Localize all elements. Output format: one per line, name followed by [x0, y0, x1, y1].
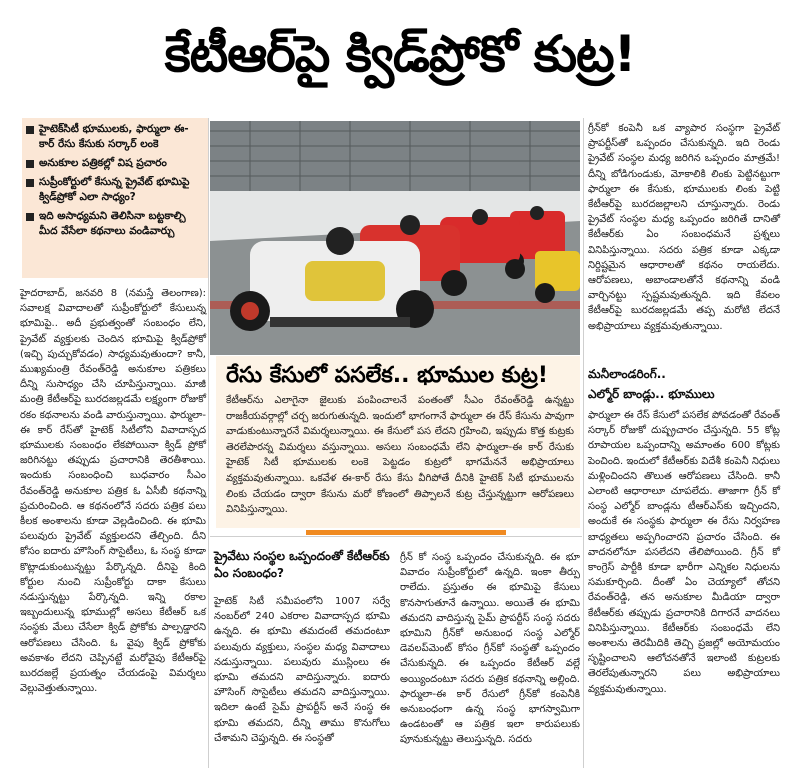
- section-heading: ఎల్మోర్‌ బాండ్లు.. భూములు: [588, 387, 715, 401]
- accent-bar: [306, 530, 506, 535]
- square-bullet-icon: [26, 126, 34, 134]
- article-column-3: గ్రీన్‌ కో సంస్థ ఒప్పందం చేసుకున్నది. ఈ భూ వివాదం సుప్రీంకోర్టులో ఉన్నది. ఇంకా తీర్పు రాలేదు. ప్రస్తుతం ఈ భూమిపై కేసులు కొనసాగుతూనే ఉన్నాయి. అయితే ఈ భూమి తమదని వాదిస్తున్న సైమ్‌ ప్రాపర్టీస్‌ సంస్థ సదరు భూమిని గ్రీన్‌కో అనుబంధ సంస్థ ఎల్మోర్‌ డెవలప్‌మెంట్‌ కోసం గ్రీన్‌కో సంస్థతో ఒప్పందం చేసుకున్నది. ఈ ఒప్పందం కేటీఆర్‌ వల్లే అయ్యిందంటూ సదరు పత్రిక కథనాన్ని అల్లింది. ఫార్ములా-ఈ కార్‌ రేసులో గ్రీన్‌కో కంపెనీకి అనుబంధంగా ఉన్న సంస్థ భాగస్వామిగా ఉండటంతో ఆ పత్రిక ఇలా కారుపలుకు పూనుకున్నట్టు తెలుస్తున్నది. సదరు: [400, 552, 580, 746]
- highlight-text: సుప్రీంకోర్టులో కేసున్న ప్రైవేట్‌ భూమిపై క్విడ్‌ప్రోకో ఎలా సాధ్యం?: [39, 176, 190, 203]
- subhead-text: కేటీఆర్‌ను ఎలాగైనా జైలుకు పంపించాలనే పంతంతో సీఎం రేవంత్‌రెడ్డి ఉన్నట్టు రాజకీయవర్గాల్లో చర్చ జరుగుతున్నది. ఇందులో భాగంగానే ఫార్ములా ఈ రేస్‌ కేసును పావుగా వాడుకుంటున్నారనే విమర్శలున్నాయి. ఈ కేసులో పస లేదని గ్రహించి, ఇప్పుడు కొత్త కుట్రకు తెరలేపారన్న విమర్శలు వస్తున్నాయి. అసలు సంబంధమే లేని ఫార్ములా-ఈ కార్‌ రేసుకు హైటెక్‌ సిటీ భూములకు లంకె పెట్టడం కుట్రలో భాగమేననే అభిప్రాయాలు వ్యక్తమవుతున్నాయి. ఒకవేళ ఈ-కార్‌ రేసు కేసు వీగిపోతే దీనికి హైటెక్‌ సిటీ భూములను లింకు చేయడం ద్వారా కేసును మరో కోణంలో తిప్పాలనే కుట్ర చేస్తున్నట్టుగా ఆరోపణలు వినిపిస్తున్నాయి.: [226, 395, 574, 516]
- article-column-1: హైదరాబాద్‌, జనవరి 8 (నమస్తే తెలంగాణ): సవాలక్ష వివాదాలతో సుప్రీంకోర్టులో కేసులున్న భూమిపై.. అదీ ప్రభుత్వంతో సంబంధం లేని, ప్రైవేట్‌ వ్యక్తులకు చెందిన భూమిపై క్విడ్‌ప్రోకో (ఇచ్చి పుచ్చుకోవడం) సాధ్యమవుతుందా? కానీ, ముఖ్యమంత్రి రేవంత్‌రెడ్డి అనుకూల పత్రికలు దీన్ని సుసాధ్యం చేసి చూపిస్తున్నాయి. మాజీ మంత్రి కేటీఆర్‌పై బురదజల్లడమే లక్ష్యంగా రోజుకో రకం కథనాలను వండి వారుస్తున్నాయి. ఫార్ములా-ఈ కార్‌ రేస్‌తో హైటెక్‌ సిటీలోని వివాదాస్పద భూములకు సంబంధం లేకపోయినా క్విడ్‌ ప్రోకో జరిగినట్టు తప్పుడు ప్రచారానికి తెరతీశాయి. ఇందుకు సంబంధించి బుధవారం సీఎం రేవంత్‌రెడ్డి అనుకూల పత్రిక ఓ ఏసీబీ కథనాన్ని ప్రచురించింది. ఆ కథనంలోనే సదరు పత్రిక పలు కీలక అంశాలను కూడా వెల్లడించింది. ఈ భూమి పలువురు ప్రైవేట్‌ వ్యక్తులదని తేల్చింది. దీని కోసం ఐదారు హౌసింగ్‌ సొసైటీలు, ఓ సంస్థ కూడా కొట్లాడుకుంటున్నట్టు పేర్కొన్నది. దీనిపై కింది కోర్టుల నుంచి సుప్రీంకోర్టు దాకా కేసులు నడుస్తున్నట్టు పేర్కొన్నది. ఇన్ని రకాల ఇబ్బందులున్న భూముల్లో అసలు కేటీఆర్‌ ఒక సంస్థకు మేలు చేసేలా క్విడ్‌ ప్రోకోకు పాల్పడ్డారని ఆరోపణలు చేసింది. ఓ వైపు క్విడ్‌ ప్రోకోకు అవకాశం లేదని చెప్పినట్టే మరోవైపు కేటీఆర్‌పై బురదజల్లే ప్రయత్నం చేయడంపై విమర్శలు వెల్లువెత్తుతున్నాయి.: [20, 288, 206, 695]
- section-heading: ప్రైవేటు సంస్థల ఒప్పందంతో కేటీఆర్‌కు ఏం సంబంధం?: [214, 549, 390, 580]
- divider: [208, 118, 209, 768]
- highlight-item: [26, 156, 202, 171]
- divider: [210, 536, 582, 537]
- highlight-item: [26, 122, 202, 152]
- section-heading: మనీలాండరింగ్‌..: [588, 367, 666, 381]
- square-bullet-icon: [26, 213, 34, 221]
- article-column-4-top: గ్రీన్‌కో కంపెనీ ఒక వ్యాపార సంస్థగా ప్రైవేట్‌ ప్రాపర్టీస్‌తో ఒప్పందం చేసుకున్నది. ఇది రెండు ప్రైవేట్‌ సంస్థల మధ్య జరిగిన ఒప్పందం మాత్రమే! దీన్ని బోడిగుండుకు, మోకాలికి లింకు పెట్టినట్టుగా ఫార్ములా ఈ కేసుకు, భూములకు లింకు పెట్టి కేటీఆర్‌పై బురదజల్లాలని చూస్తున్నారు. రెండు ప్రైవేట్‌ సంస్థల మధ్య ఒప్పందం జరిగితే దానితో కేటీఆర్‌కు ఏం సంబంధమనే ప్రశ్నలు వినిపిస్తున్నాయి. సదరు పత్రిక కూడా ఎక్కడా నిర్దిష్టమైన ఆధారాలతో కథనం రాయలేదు. ఆరోపణలు, అబాండాలతోనే కథనాన్ని వండి వార్చినట్టు స్పష్టమవుతున్నది. ఇది కేవలం కేటీఆర్‌పై బురదజల్లడమే తప్ప మరోటి లేదనే అభిప్రాయాలు వ్యక్తమవుతున్నాయి.: [588, 123, 780, 332]
- highlight-item: [26, 175, 202, 205]
- highlight-item: [26, 209, 202, 239]
- square-bullet-icon: [26, 160, 34, 168]
- highlight-text: హైటెక్‌సిటీ భూములకు, ఫార్ములా ఈ-కార్‌ రేసు కేసుకు సర్కార్‌ లంకె: [39, 123, 189, 150]
- highlight-text: అనుకూల పత్రికల్లో విష ప్రచారం: [39, 157, 167, 169]
- highlight-text: ఇది అసాధ్యమని తెలిసినా బట్టకాల్చి మీద వేసేలా కథనాలు వండివార్చు: [39, 210, 186, 237]
- subhead-title: రేసు కేసులో పసలేక.. భూముల కుట్ర!: [226, 363, 548, 388]
- article-column-4-bottom: ఫార్ములా ఈ రేస్‌ కేసులో పసలేక పోవడంతో రేవంత్‌ సర్కార్‌ రోజుకో దుష్ప్రచారం చేస్తున్నది. 55 కోట్ల రూపాయల ఒప్పందాన్ని అమాంతం 600 కోట్లకు పెంచింది. ఇందులో కేటీఆర్‌కు విదేశీ కంపెనీ నిధులు మళ్లించిందని తొలుత ఆరోపణలు చేసింది. కానీ ఎలాంటి ఆధారాలూ చూపలేదు. తాజాగా గ్రీన్‌ కో సంస్థ ఎల్మోర్‌ బాండ్లను టీఆర్‌ఎస్‌కు ఇచ్చిందని, అందుకే ఈ సంస్థకు ఫార్ములా ఈ రేసు నిర్వహణ బాధ్యతలు అప్పగించారని ప్రచారం చేసింది. ఈ వాదనలోనూ పసలేదని తేలిపోయింది. గ్రీన్‌ కో కాంగ్రెస్‌ పార్టీకి కూడా భారీగా ఎన్నికల నిధులను సమకూర్చింది. దీంతో ఏం చెయ్యాలో తోచని రేవంత్‌రెడ్డి, తన అనుకూల మీడియా ద్వారా కేటీఆర్‌కు తప్పుడు ప్రచారానికి దిగారనే వాదనలు వినిపిస్తున్నాయి. కేటీఆర్‌కు సంబంధమే లేని అంశాలను తెరమీదికి తెచ్చి ప్రజల్లో అయోమయం సృష్టించాలని ఆలోచనతోనే ఇలాంటి కుట్రలకు తెరలేపుతున్నారని పలు అభిప్రాయాలు వ్యక్తమవుతున్నాయి.: [588, 410, 780, 695]
- highlights-box: [22, 118, 208, 278]
- race-cars-photo: [210, 121, 580, 355]
- divider: [583, 118, 584, 768]
- square-bullet-icon: [26, 179, 34, 187]
- article-column-2: హైటెక్‌ సిటీ సమీపంలోని 1007 సర్వే నంబర్‌లో 240 ఎకరాల వివాదాస్పద భూమి ఉన్నది. ఈ భూమి తమదంటే తమదంటూ పలువురు వ్యక్తులు, సంస్థల మధ్య వివాదాలు నడుస్తున్నాయి. పలువురు ముస్లింలు ఈ భూమి తమదని వాదిస్తున్నారు. ఐదారు హౌసింగ్‌ సొసైటీలు తమదని వాదిస్తున్నాయి. ఇదిలా ఉంటే సైమ్‌ ప్రాపర్టీస్‌ అనే సంస్థ ఈ భూమి తమదని, దీన్ని తాము కొనుగోలు చేశామని చెప్తున్నది. ఈ సంస్థతో: [214, 596, 390, 744]
- headline: కేటీఆర్‌పై క్విడ్‌ప్రోకో కుట్ర!: [164, 25, 636, 83]
